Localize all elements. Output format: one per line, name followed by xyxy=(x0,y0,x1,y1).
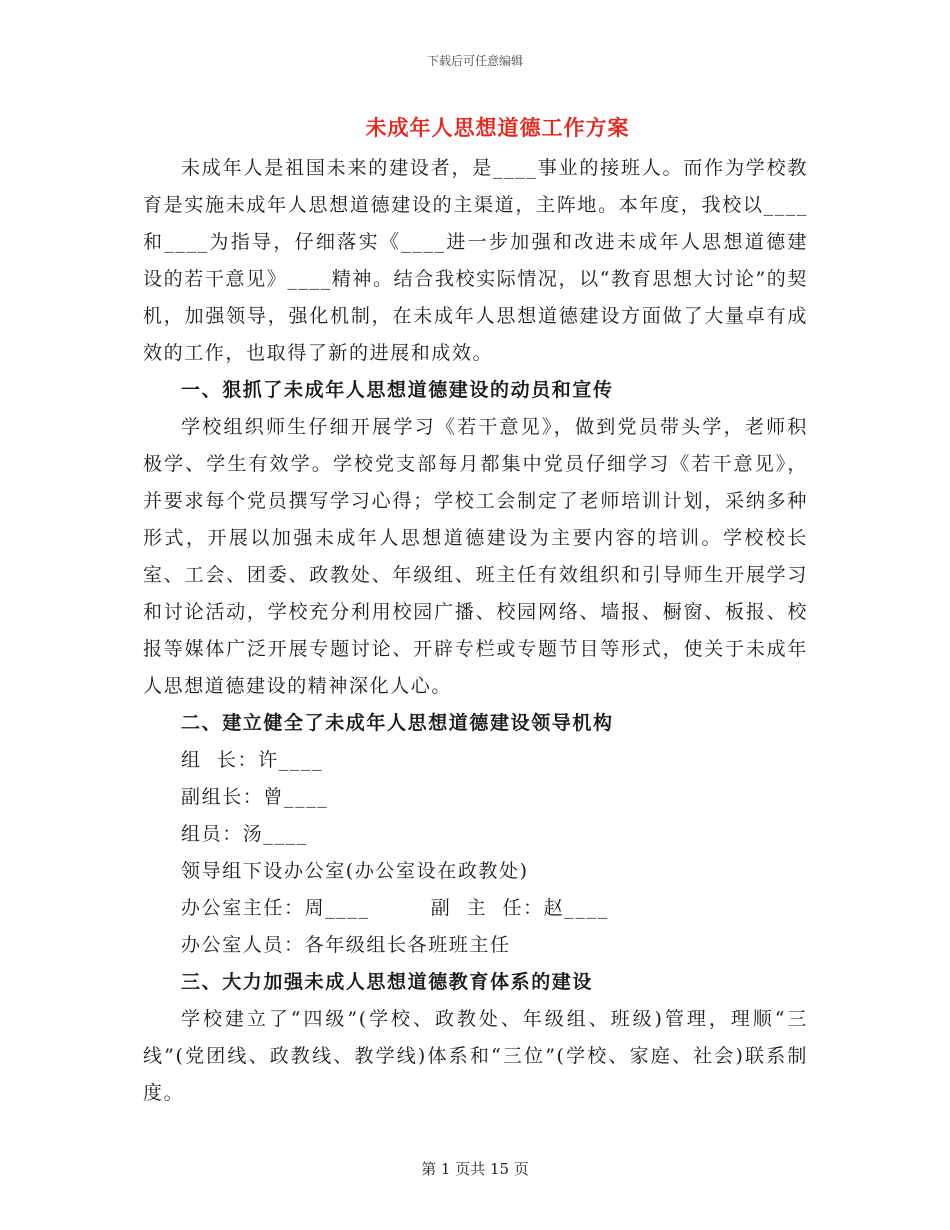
page-header-note: 下载后可任意编辑 xyxy=(426,54,523,68)
office-staff-line: 办公室人员：各年级组长各班班主任 xyxy=(181,934,511,956)
office-setup-line: 领导组下设办公室(办公室设在政教处) xyxy=(181,860,529,882)
section-3-heading: 三、大力加强未成人思想道德教育体系的建设 xyxy=(181,971,594,993)
section-1-heading: 一、狠抓了未成年人思想道德建设的动员和宣传 xyxy=(181,379,614,401)
leader-line: 组 长：许____ xyxy=(181,749,324,771)
deputy-leader-line: 副组长：曾____ xyxy=(181,786,329,808)
document-title: 未成年人思想道德工作方案 xyxy=(365,115,630,140)
document-body xyxy=(143,150,808,1112)
member-line: 组员：汤____ xyxy=(181,823,308,845)
office-director-line: 办公室主任：周____ 副 主 任：赵____ xyxy=(181,897,609,919)
section-3-paragraph: 学校建立了“四级”(学校、政教处、年级组、班级)管理，理顺“三线”(党团线、政教线、教学线)体系和“三位”(学校、家庭、社会)联系制度。 xyxy=(143,1008,808,1104)
section-2-heading: 二、建立健全了未成年人思想道德建设领导机构 xyxy=(181,712,614,734)
page-number: 第 1 页共 15 页 xyxy=(421,1160,529,1178)
section-1-paragraph: 学校组织师生仔细开展学习《若干意见》，做到党员带头学，老师积极学、学生有效学。学校党支部每月都集中党员仔细学习《若干意见》，并要求每个党员撰写学习心得；学校工会制定了老师培训计划，采纳多种形式，开展以加强未成年人思想道德建设为主要内容的培训。学校校长室、工会、团委、政教处、年级组、班主任有效组织和引导师生开展学习和讨论活动，学校充分利用校园广播、校园网络、墙报、橱窗、板报、校报等媒体广泛开展专题讨论、开辟专栏或专题节目等形式，使关于未成年人思想道德建设的精神深化人心。 xyxy=(143,416,808,697)
intro-paragraph: 未成年人是祖国未来的建设者，是____事业的接班人。而作为学校教育是实施未成年人思想道德建设的主渠道，主阵地。本年度，我校以____和____为指导，仔细落实《____进一步加强和改进未成年人思想道德建设的若干意见》____精神。结合我校实际情况，以“教育思想大讨论”的契机，加强领导，强化机制，在未成年人思想道德建设方面做了大量卓有成效的工作，也取得了新的进展和成效。 xyxy=(143,157,808,364)
